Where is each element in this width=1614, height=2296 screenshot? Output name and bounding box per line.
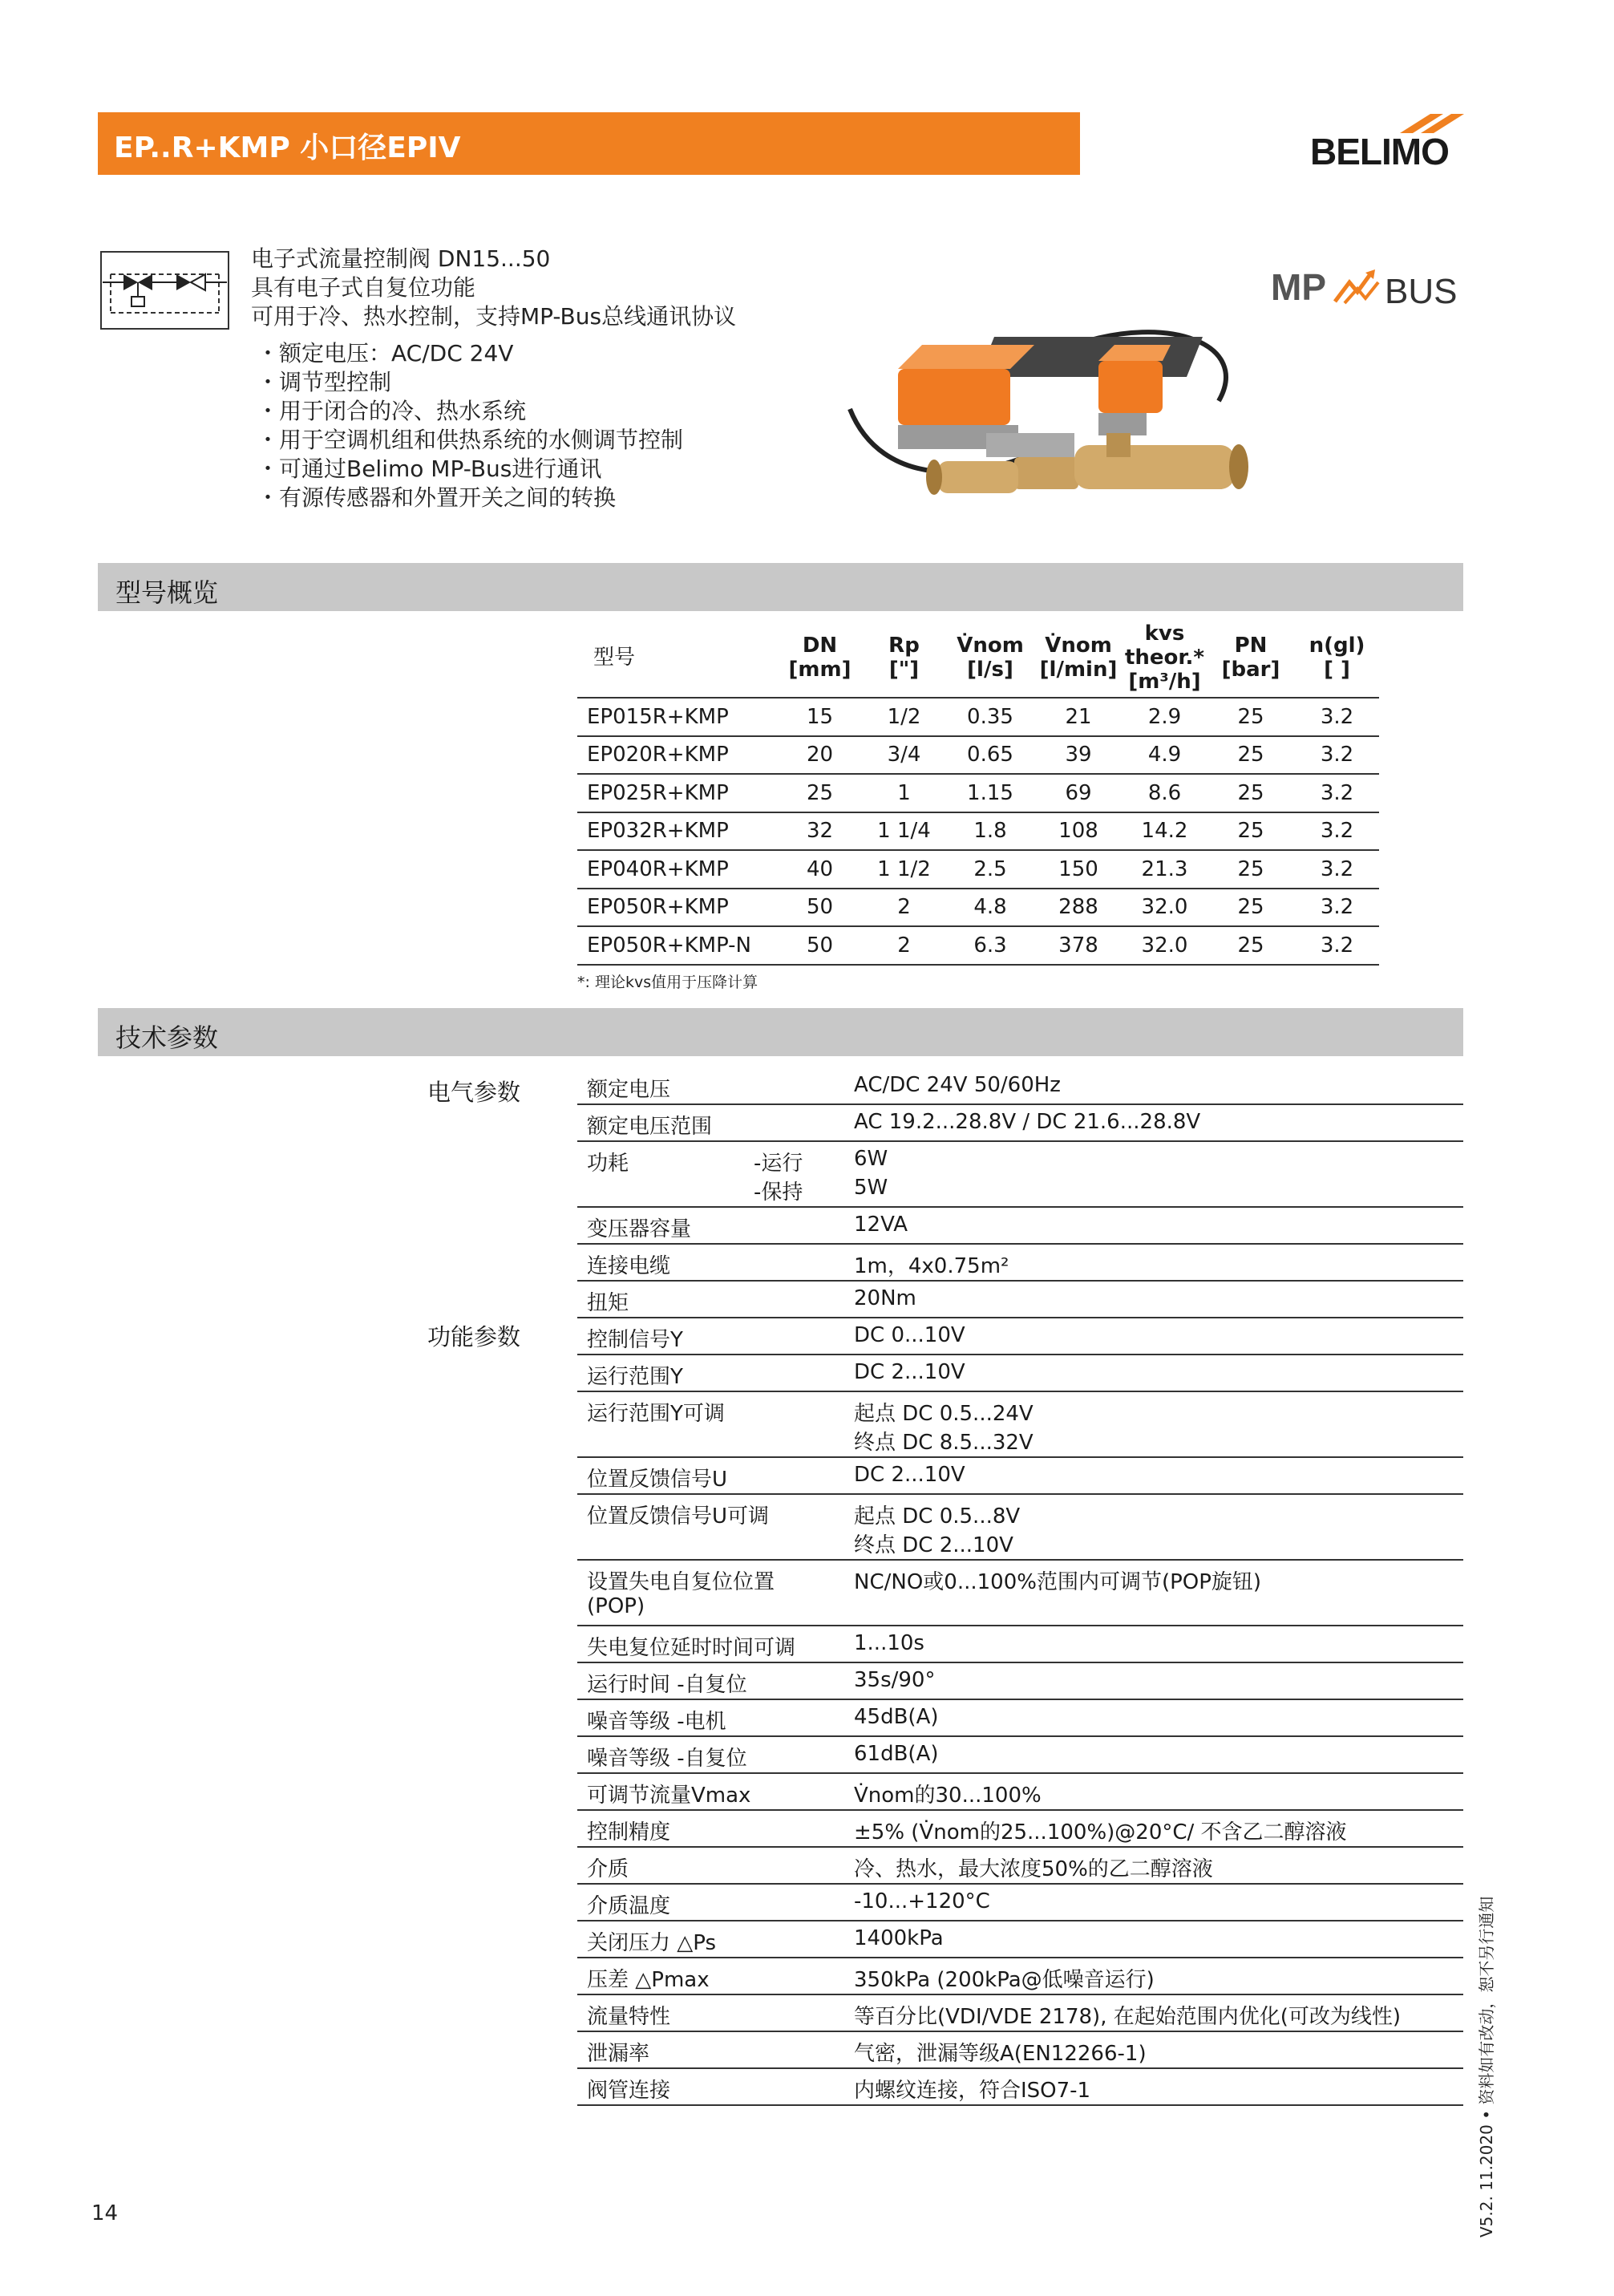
spec-name: 介质温度 xyxy=(587,1894,671,1918)
spec-row xyxy=(577,1208,1463,1245)
spec-value: 等百分比(VDI/VDE 2178), 在起始范围内优化(可改为线性) xyxy=(854,2005,1402,2029)
description-line: 具有电子式自复位功能 xyxy=(251,274,476,301)
spec-row xyxy=(577,1245,1463,1282)
spec-value: 20Nm xyxy=(854,1286,916,1310)
feature-item: ・可通过Belimo MP-Bus进行通讯 xyxy=(257,456,602,482)
spec-row xyxy=(577,1626,1463,1663)
table-cell: 3.2 xyxy=(1295,889,1379,927)
spec-value: ±5% (V̇nom的25...100%)@20°C/ 不含乙二醇溶液 xyxy=(854,1820,1347,1844)
spec-value: 1...10s xyxy=(854,1631,924,1655)
table-cell: 3.2 xyxy=(1295,812,1379,851)
spec-row xyxy=(577,1737,1463,1774)
header-bar xyxy=(98,112,1080,175)
spec-name: 噪音等级 -电机 xyxy=(587,1710,726,1734)
spec-row xyxy=(577,1958,1463,1995)
table-cell: 2.9 xyxy=(1123,698,1207,736)
table-row xyxy=(577,889,1379,927)
table-cell: 2 xyxy=(862,926,946,965)
table-row xyxy=(577,736,1379,775)
table-cell: 4.8 xyxy=(946,889,1034,927)
spec-row xyxy=(577,1885,1463,1921)
table-cell: 3.2 xyxy=(1295,736,1379,775)
spec-table xyxy=(577,1068,1463,2106)
table-cell: 21.3 xyxy=(1123,850,1207,889)
section-title: 型号概览 xyxy=(115,577,219,608)
table-row xyxy=(577,774,1379,812)
spec-value: V̇nom的30...100% xyxy=(854,1784,1042,1808)
table-header-row xyxy=(577,618,1379,698)
table-cell: 2 xyxy=(862,889,946,927)
spec-value: DC 2...10V xyxy=(854,1463,965,1487)
column-header: 型号 xyxy=(577,618,778,698)
table-cell: 3.2 xyxy=(1295,926,1379,965)
spec-name: 运行范围Y可调 xyxy=(587,1402,725,1426)
feature-item: ・用于闭合的冷、热水系统 xyxy=(257,398,527,424)
belimo-logo xyxy=(1310,112,1470,176)
spec-name: 变压器容量 xyxy=(587,1217,692,1241)
mpbus-logo-mp: MP xyxy=(1271,266,1326,308)
spec-row xyxy=(577,1495,1463,1561)
section-overview xyxy=(98,563,1463,611)
table-cell: EP050R+KMP xyxy=(577,889,778,927)
feature-item: ・调节型控制 xyxy=(257,369,392,395)
spec-name: 控制信号Y xyxy=(587,1328,683,1352)
table-cell: 69 xyxy=(1034,774,1123,812)
spec-row xyxy=(577,1068,1463,1105)
table-cell: 1.15 xyxy=(946,774,1034,812)
table-cell: 150 xyxy=(1034,850,1123,889)
table-cell: 4.9 xyxy=(1123,736,1207,775)
spec-row xyxy=(577,1318,1463,1355)
table-cell: 25 xyxy=(1207,774,1295,812)
description-line: 电子式流量控制阀 DN15...50 xyxy=(251,245,551,272)
table-cell: 0.65 xyxy=(946,736,1034,775)
spec-name: 连接电缆 xyxy=(587,1254,671,1278)
table-cell: 1/2 xyxy=(862,698,946,736)
mpbus-arrows-icon xyxy=(1335,269,1378,303)
spec-row xyxy=(577,2032,1463,2069)
spec-value: AC 19.2...28.8V / DC 21.6...28.8V xyxy=(854,1110,1201,1134)
spec-name: 噪音等级 -自复位 xyxy=(587,1747,747,1771)
spec-row xyxy=(577,1142,1463,1208)
table-cell: 1 1/4 xyxy=(862,812,946,851)
table-cell: 25 xyxy=(1207,812,1295,851)
table-cell: 8.6 xyxy=(1123,774,1207,812)
table-cell: 20 xyxy=(778,736,862,775)
feature-item: ・用于空调机组和供热系统的水侧调节控制 xyxy=(257,427,684,453)
spec-name: 控制精度 xyxy=(587,1820,671,1844)
table-cell: 21 xyxy=(1034,698,1123,736)
spec-value: -10...+120°C xyxy=(854,1889,990,1913)
spec-value: 45dB(A) xyxy=(854,1705,939,1729)
table-cell: 25 xyxy=(778,774,862,812)
table-cell: 1.8 xyxy=(946,812,1034,851)
table-cell: 3.2 xyxy=(1295,774,1379,812)
table-row xyxy=(577,812,1379,851)
spec-row xyxy=(577,1392,1463,1458)
table-footnote: *: 理论kvs值用于压降计算 xyxy=(577,974,758,991)
spec-row xyxy=(577,1282,1463,1318)
table-cell: 25 xyxy=(1207,736,1295,775)
table-cell: 50 xyxy=(778,926,862,965)
description-line: 可用于冷、热水控制，支持MP-Bus总线通讯协议 xyxy=(251,303,737,330)
spec-value: DC 0...10V xyxy=(854,1323,965,1347)
table-cell: 1 xyxy=(862,774,946,812)
table-cell: EP040R+KMP xyxy=(577,850,778,889)
table-cell: 39 xyxy=(1034,736,1123,775)
table-cell: 25 xyxy=(1207,698,1295,736)
table-cell: 25 xyxy=(1207,926,1295,965)
spec-row xyxy=(577,1848,1463,1885)
spec-name: 额定电压 xyxy=(587,1078,671,1102)
column-header: PN [bar] xyxy=(1207,618,1295,698)
feature-item: ・额定电压：AC/DC 24V xyxy=(257,340,514,366)
table-cell: 40 xyxy=(778,850,862,889)
table-cell: 3.2 xyxy=(1295,850,1379,889)
spec-value: 5W xyxy=(854,1176,888,1200)
column-header: Rp ["] xyxy=(862,618,946,698)
mpbus-logo xyxy=(1271,265,1479,313)
spec-name: 关闭压力 △Ps xyxy=(587,1931,717,1955)
column-header: V̇nom [l/min] xyxy=(1034,618,1123,698)
spec-name: 设置失电自复位位置 xyxy=(587,1570,775,1594)
spec-value: 12VA xyxy=(854,1213,908,1237)
table-row xyxy=(577,850,1379,889)
spec-value: 内螺纹连接，符合ISO7-1 xyxy=(854,2079,1091,2103)
spec-row xyxy=(577,1921,1463,1958)
spec-value: 1400kPa xyxy=(854,1926,944,1950)
spec-value: DC 2...10V xyxy=(854,1360,965,1384)
table-cell: EP032R+KMP xyxy=(577,812,778,851)
group-label-functional: 功能参数 xyxy=(427,1323,521,1350)
column-header: n(gl) [ ] xyxy=(1295,618,1379,698)
table-cell: 1 1/2 xyxy=(862,850,946,889)
feature-list xyxy=(257,339,683,512)
logo-text: BELIMO xyxy=(1310,131,1449,172)
spec-row xyxy=(577,1995,1463,2032)
spec-value: NC/NO或0...100%范围内可调节(POP旋钮) xyxy=(854,1570,1262,1594)
table-cell: 32 xyxy=(778,812,862,851)
table-cell: 3.2 xyxy=(1295,698,1379,736)
table-cell: 288 xyxy=(1034,889,1123,927)
page-number: 14 xyxy=(91,2201,119,2225)
table-cell: 0.35 xyxy=(946,698,1034,736)
table-cell: EP015R+KMP xyxy=(577,698,778,736)
spec-row xyxy=(577,1663,1463,1700)
spec-value: 61dB(A) xyxy=(854,1742,939,1766)
model-overview-table xyxy=(577,618,1379,966)
spec-name: 泄漏率 xyxy=(587,2042,650,2066)
group-label-electrical: 电气参数 xyxy=(427,1079,521,1106)
spec-name: 运行范围Y xyxy=(587,1365,683,1389)
table-cell: 378 xyxy=(1034,926,1123,965)
spec-value: 气密，泄漏等级A(EN12266-1) xyxy=(854,2042,1147,2066)
spec-row xyxy=(577,1355,1463,1392)
spec-row xyxy=(577,1105,1463,1142)
table-cell: 50 xyxy=(778,889,862,927)
spec-name: 可调节流量Vmax xyxy=(587,1784,751,1808)
spec-value: AC/DC 24V 50/60Hz xyxy=(854,1073,1061,1097)
table-cell: 25 xyxy=(1207,850,1295,889)
column-header: kvs theor.* [m³/h] xyxy=(1123,618,1207,698)
spec-value: 起点 DC 0.5...24V xyxy=(854,1402,1034,1426)
table-cell: 32.0 xyxy=(1123,926,1207,965)
section-title: 技术参数 xyxy=(115,1022,219,1053)
spec-name: 扭矩 xyxy=(587,1291,629,1315)
spec-name: (POP) xyxy=(587,1594,645,1618)
spec-name: 运行时间 -自复位 xyxy=(587,1673,747,1697)
spec-row xyxy=(577,1458,1463,1495)
spec-name: 阀管连接 xyxy=(587,2079,671,2103)
spec-name: 额定电压范围 xyxy=(587,1115,713,1139)
mpbus-logo-bus: BUS xyxy=(1385,272,1458,311)
table-cell: 6.3 xyxy=(946,926,1034,965)
table-cell: 25 xyxy=(1207,889,1295,927)
feature-item: ・有源传感器和外置开关之间的转换 xyxy=(257,484,617,511)
spec-value: 起点 DC 0.5...8V xyxy=(854,1504,1021,1529)
table-cell: EP025R+KMP xyxy=(577,774,778,812)
spec-value: 1m，4x0.75m² xyxy=(854,1254,1009,1278)
column-header: DN [mm] xyxy=(778,618,862,698)
spec-value: 35s/90° xyxy=(854,1668,936,1692)
table-cell: 32.0 xyxy=(1123,889,1207,927)
table-cell: EP050R+KMP-N xyxy=(577,926,778,965)
spec-name: 介质 xyxy=(587,1857,629,1881)
table-cell: 108 xyxy=(1034,812,1123,851)
version-note: V5.2. 11.2020 • 资料如有改动，恕不另行通知 xyxy=(1477,1896,1496,2237)
table-cell: EP020R+KMP xyxy=(577,736,778,775)
page-title: EP..R+KMP 小口径EPIV xyxy=(114,132,461,164)
spec-row xyxy=(577,1811,1463,1848)
table-row xyxy=(577,926,1379,965)
spec-value: 终点 DC 2...10V xyxy=(854,1533,1013,1557)
product-image xyxy=(834,313,1267,513)
spec-sub-label: -运行 xyxy=(754,1152,803,1176)
spec-row xyxy=(577,1561,1463,1626)
valve-schematic-icon xyxy=(99,250,230,330)
product-description xyxy=(251,245,736,331)
table-cell: 15 xyxy=(778,698,862,736)
column-header: V̇nom [l/s] xyxy=(946,618,1034,698)
spec-value: 冷、热水，最大浓度50%的乙二醇溶液 xyxy=(854,1857,1213,1881)
spec-sub-label: -保持 xyxy=(754,1180,803,1205)
spec-row xyxy=(577,1774,1463,1811)
table-cell: 3/4 xyxy=(862,736,946,775)
spec-value: 6W xyxy=(854,1147,888,1171)
spec-value: 350kPa (200kPa@低噪音运行) xyxy=(854,1968,1155,1992)
spec-name: 功耗 xyxy=(587,1152,629,1176)
table-cell: 14.2 xyxy=(1123,812,1207,851)
table-cell: 2.5 xyxy=(946,850,1034,889)
spec-row xyxy=(577,1700,1463,1737)
spec-name: 失电复位延时时间可调 xyxy=(587,1636,796,1660)
spec-name: 流量特性 xyxy=(587,2005,671,2029)
table-row xyxy=(577,698,1379,736)
spec-row xyxy=(577,2069,1463,2106)
spec-value: 终点 DC 8.5...32V xyxy=(854,1431,1034,1455)
spec-name: 位置反馈信号U xyxy=(587,1468,728,1492)
spec-name: 压差 △Pmax xyxy=(587,1968,710,1992)
section-technical xyxy=(98,1008,1463,1056)
spec-name: 位置反馈信号U可调 xyxy=(587,1504,770,1529)
